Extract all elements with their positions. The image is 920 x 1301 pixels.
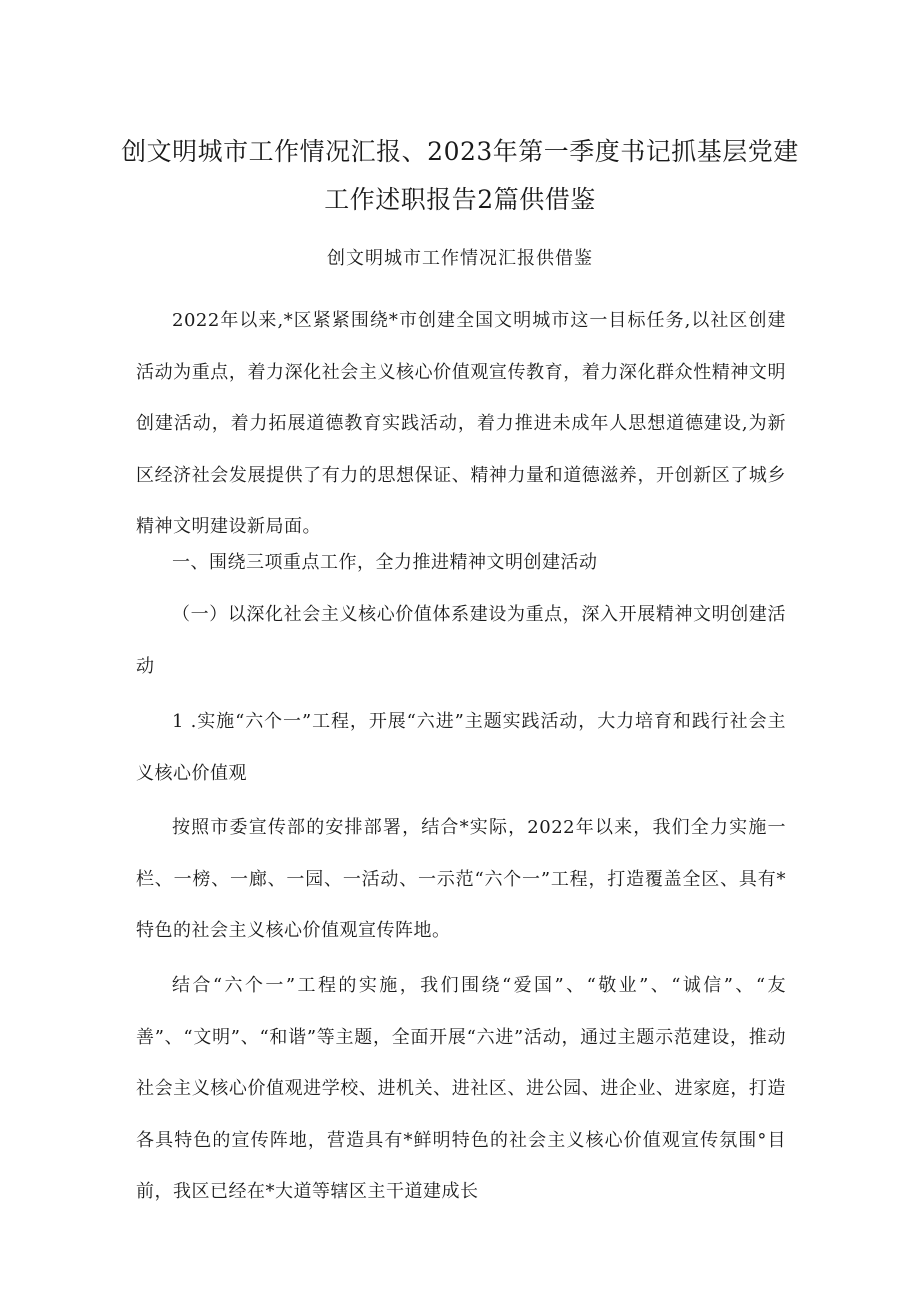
item-heading-1: 1 .实施“六个一”工程，开展“六进”主题实践活动，大力培育和践行社会主义核心价值观	[136, 711, 786, 784]
subsection-heading-1: （一）以深化社会主义核心价值体系建设为重点，深入开展精神文明创建活动	[136, 604, 786, 677]
document-title: 创文明城市工作情况汇报、2023年第一季度书记抓基层党建工作述职报告2篇供借鉴	[121, 137, 799, 214]
paragraph-intro: 2022年以来,*区紧紧围绕*市创建全国文明城市这一目标任务,以社区创建活动为重点，着力深化社会主义核心价值观宣传教育，着力深化群众性精神文明创建活动，着力拓展道德教育实践活动，着力推进未成年人思想道德建设,为新区经济社会发展提供了有力的思想保证、精神力量和道德滋养，开创新区了城乡精神文明建设新局面。	[136, 310, 786, 537]
section-heading-1: 一、围绕三项重点工作，全力推进精神文明创建活动	[172, 552, 598, 573]
paragraph-six-projects: 按照市委宣传部的安排部署，结合*实际，2022年以来，我们全力实施一栏、一榜、一廊、一园、一活动、一示范“六个一”工程，打造覆盖全区、具有*特色的社会主义核心价值观宣传阵地。	[136, 817, 786, 941]
paragraph-six-entries: 结合“六个一”工程的实施，我们围绕“爱国”、“敬业”、“诚信”、“友善”、“文明”、“和谐”等主题，全面开展“六进”活动，通过主题示范建设，推动社会主义核心价值观进学校、进机关、进社区、进公园、进企业、进家庭，打造各具特色的宣传阵地，营造具有*鲜明特色的社会主义核心价值观宣传氛围°目前，我区已经在*大道等辖区主干道建成长	[136, 975, 786, 1202]
document-subtitle: 创文明城市工作情况汇报供借鉴	[327, 248, 593, 269]
